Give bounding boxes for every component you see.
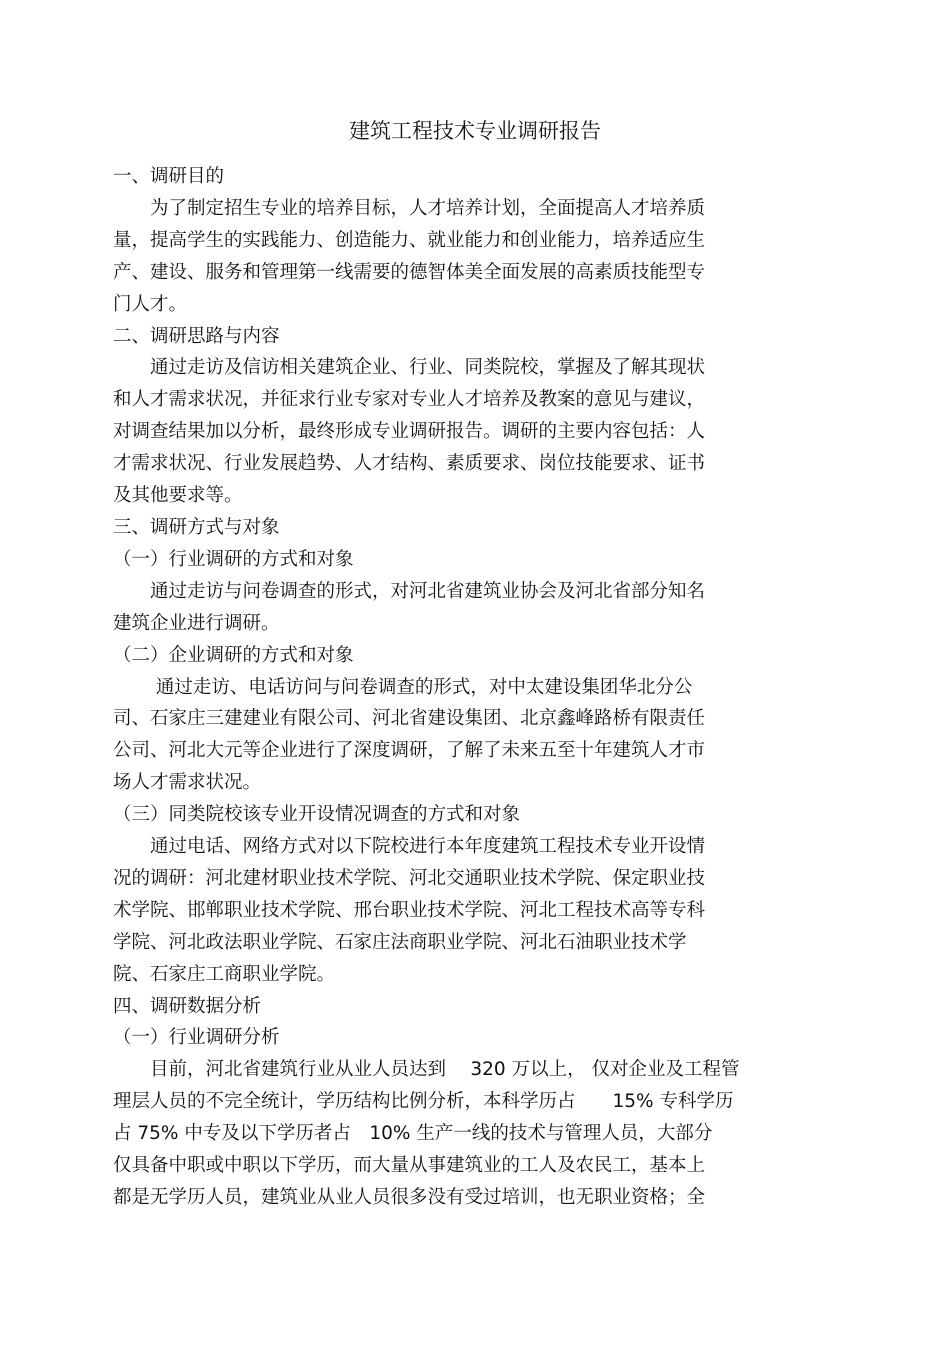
paragraph-line: 及其他要求等。 (113, 485, 243, 507)
document-title: 建筑工程技术专业调研报告 (349, 119, 601, 143)
subsection-heading: （一）行业调研分析 (113, 1027, 280, 1049)
paragraph-line: 院、石家庄工商职业学院。 (113, 963, 336, 985)
subsection-heading: （二）企业调研的方式和对象 (113, 644, 354, 666)
paragraph (113, 193, 813, 321)
paragraph-line: 目前，河北省建筑行业从业人员达到 320 万以上， 仅对企业及工程管 (113, 1059, 740, 1081)
paragraph-line: 产、建设、服务和管理第一线需要的德智体美全面发展的高素质技能型专 (113, 261, 706, 283)
paragraph-line: 才需求状况、行业发展趋势、人才结构、素质要求、岗位技能要求、证书 (113, 453, 706, 475)
paragraph-line: 建筑企业进行调研。 (113, 612, 280, 634)
paragraph-line: 通过走访及信访相关建筑企业、行业、同类院校，掌握及了解其现状 (113, 357, 706, 379)
paragraph-line: 量，提高学生的实践能力、创造能力、就业能力和创业能力，培养适应生 (113, 229, 706, 251)
paragraph-line: 学院、河北政法职业学院、石家庄法商职业学院、河北石油职业技术学 (113, 931, 687, 953)
paragraph (113, 1054, 813, 1214)
paragraph-line: 为了制定招生专业的培养目标，人才培养计划，全面提高人才培养质 (113, 197, 706, 219)
paragraph (113, 672, 813, 800)
paragraph-line: 况的调研：河北建材职业技术学院、河北交通职业技术学院、保定职业技 (113, 867, 706, 889)
section-heading: 二、调研思路与内容 (113, 325, 280, 347)
section-heading: 四、调研数据分析 (113, 995, 262, 1017)
paragraph-line: 通过走访与问卷调查的形式，对河北省建筑业协会及河北省部分知名 (113, 580, 706, 602)
paragraph-line: 术学院、邯郸职业技术学院、邢台职业技术学院、河北工程技术高等专科 (113, 899, 706, 921)
paragraph-line: 都是无学历人员，建筑业从业人员很多没有受过培训，也无职业资格；全 (113, 1187, 706, 1208)
paragraph-line: 和人才需求状况，并征求行业专家对专业人才培养及教案的意见与建议， (113, 389, 706, 411)
paragraph-line: 通过电话、网络方式对以下院校进行本年度建筑工程技术专业开设情 (113, 836, 706, 858)
paragraph (113, 831, 813, 991)
paragraph (113, 352, 813, 512)
paragraph-line: 仅具备中职或中职以下学历，而大量从事建筑业的工人及农民工，基本上 (113, 1155, 706, 1177)
paragraph-line: 通过走访、电话访问与问卷调查的形式，对中太建设集团华北分公 (113, 676, 693, 698)
section-heading: 一、调研目的 (113, 166, 225, 187)
paragraph-line: 公司、河北大元等企业进行了深度调研，了解了未来五至十年建筑人才市 (113, 740, 706, 762)
subsection-heading: （三）同类院校该专业开设情况调查的方式和对象 (113, 804, 521, 826)
paragraph-line: 占 75% 中专及以下学历者占 10% 生产一线的技术与管理人员，大部分 (113, 1123, 713, 1145)
section-heading: 三、调研方式与对象 (113, 516, 280, 538)
paragraph-line: 场人才需求状况。 (113, 772, 262, 794)
subsection-heading: （一）行业调研的方式和对象 (113, 548, 354, 570)
document-body (113, 161, 813, 1214)
paragraph (113, 576, 813, 640)
paragraph-line: 对调查结果加以分析，最终形成专业调研报告。调研的主要内容包括：人 (113, 421, 706, 443)
paragraph-line: 门人才。 (113, 293, 188, 315)
paragraph-line: 司、石家庄三建建业有限公司、河北省建设集团、北京鑫峰路桥有限责任 (113, 708, 706, 730)
paragraph-line: 理层人员的不完全统计，学历结构比例分析，本科学历占 15% 专科学历 (113, 1091, 734, 1113)
